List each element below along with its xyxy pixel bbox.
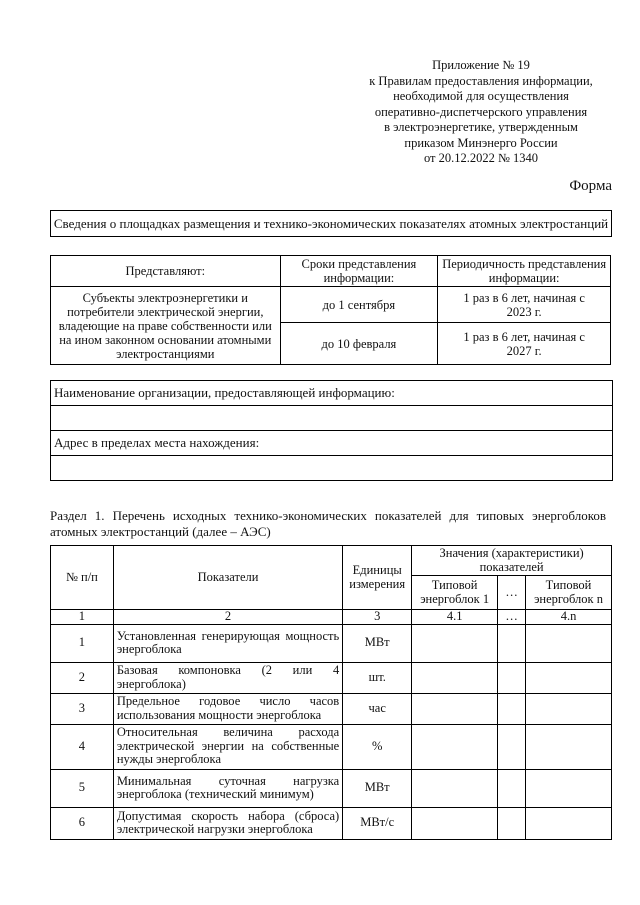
address-label: Адрес в пределах места нахождения: bbox=[51, 431, 613, 456]
row-indicator: Установленная генерирующая мощность энергоблока bbox=[113, 624, 342, 662]
submission-table bbox=[50, 255, 611, 365]
period-cell: 1 раз в 6 лет, начиная с 2023 г. bbox=[438, 287, 611, 323]
appendix-line: к Правилам предоставления информации, bbox=[369, 73, 593, 88]
value-cell[interactable] bbox=[498, 807, 526, 839]
appendix-line: в электроэнергетике, утвержденным bbox=[384, 120, 578, 134]
period-cell: 1 раз в 6 лет, начиная с 2027 г. bbox=[438, 323, 611, 365]
appendix-line: от 20.12.2022 № 1340 bbox=[423, 151, 539, 165]
value-cell[interactable] bbox=[498, 662, 526, 693]
deadline-cell: до 1 сентября bbox=[280, 287, 438, 323]
row-unit: % bbox=[343, 724, 412, 769]
row-indicator: Минимальная суточная нагрузка энергоблока (технический минимум) bbox=[113, 769, 342, 807]
row-unit: час bbox=[343, 693, 412, 724]
deadline-cell: до 10 февраля bbox=[280, 323, 438, 365]
row-indicator: Допустимая скорость набора (сброса) электрической нагрузки энергоблока bbox=[113, 807, 342, 839]
row-num: 2 bbox=[51, 662, 114, 693]
indicators-table bbox=[50, 545, 612, 840]
header-unit-1: Типовой энергоблок 1 bbox=[412, 576, 498, 610]
appendix-line: оперативно-диспетчерского управления bbox=[374, 104, 588, 119]
row-unit: МВт bbox=[343, 624, 412, 662]
appendix-line: необходимой для осуществления bbox=[393, 89, 569, 103]
appendix-line: Приложение № 19 bbox=[432, 58, 530, 72]
appendix-line: приказом Минэнерго России bbox=[404, 135, 558, 150]
row-num: 3 bbox=[51, 693, 114, 724]
header-unit: Единицы измерения bbox=[343, 546, 412, 610]
value-cell[interactable] bbox=[412, 662, 498, 693]
organization-table bbox=[50, 380, 613, 481]
row-num: 4 bbox=[51, 724, 114, 769]
value-cell[interactable] bbox=[498, 724, 526, 769]
row-indicator: Относительная величина расхода электрической энергии на собственные нужды энергоблока bbox=[113, 724, 342, 769]
header-indicator: Показатели bbox=[113, 546, 342, 610]
value-cell[interactable] bbox=[526, 624, 612, 662]
row-unit: шт. bbox=[343, 662, 412, 693]
appendix-block bbox=[350, 58, 612, 167]
row-num: 5 bbox=[51, 769, 114, 807]
row-num: 1 bbox=[51, 624, 114, 662]
value-cell[interactable] bbox=[412, 807, 498, 839]
row-unit: МВт/с bbox=[343, 807, 412, 839]
row-indicator: Предельное годовое число часов использования мощности энергоблока bbox=[113, 693, 342, 724]
value-cell[interactable] bbox=[526, 724, 612, 769]
value-cell[interactable] bbox=[498, 693, 526, 724]
value-cell[interactable] bbox=[412, 693, 498, 724]
col-number: … bbox=[498, 610, 526, 625]
value-cell[interactable] bbox=[412, 624, 498, 662]
value-cell[interactable] bbox=[526, 807, 612, 839]
value-cell[interactable] bbox=[526, 693, 612, 724]
header-submitters: Представляют: bbox=[51, 256, 281, 287]
section-title: Раздел 1. Перечень исходных технико-экономических показателей для типовых энергоблоков атомных электростанций (далее – АЭС) bbox=[50, 508, 606, 539]
value-cell[interactable] bbox=[412, 769, 498, 807]
value-cell[interactable] bbox=[498, 769, 526, 807]
org-name-field[interactable] bbox=[51, 406, 613, 431]
col-number: 1 bbox=[51, 610, 114, 625]
col-number: 4.1 bbox=[412, 610, 498, 625]
value-cell[interactable] bbox=[412, 724, 498, 769]
value-cell[interactable] bbox=[498, 624, 526, 662]
header-values: Значения (характеристики) показателей bbox=[412, 546, 612, 576]
org-name-label: Наименование организации, предоставляющей информацию: bbox=[51, 381, 613, 406]
col-number: 3 bbox=[343, 610, 412, 625]
row-unit: МВт bbox=[343, 769, 412, 807]
col-number: 2 bbox=[113, 610, 342, 625]
header-ellipsis: … bbox=[498, 576, 526, 610]
address-field[interactable] bbox=[51, 456, 613, 481]
row-indicator: Базовая компоновка (2 или 4 энергоблока) bbox=[113, 662, 342, 693]
header-unit-n: Типовой энергоблок n bbox=[526, 576, 612, 610]
row-num: 6 bbox=[51, 807, 114, 839]
value-cell[interactable] bbox=[526, 769, 612, 807]
header-deadline: Сроки представления информации: bbox=[280, 256, 438, 287]
col-number: 4.n bbox=[526, 610, 612, 625]
form-label: Форма bbox=[569, 178, 612, 194]
value-cell[interactable] bbox=[526, 662, 612, 693]
submitters-cell: Субъекты электроэнергетики и потребители электрической энергии, владеющие на праве собственности или на ином законном основании атомными электростанциями bbox=[51, 287, 281, 365]
header-num: № п/п bbox=[51, 546, 114, 610]
form-title: Сведения о площадках размещения и технико-экономических показателях атомных электростанций bbox=[50, 210, 612, 237]
header-period: Периодичность представления информации: bbox=[438, 256, 611, 287]
